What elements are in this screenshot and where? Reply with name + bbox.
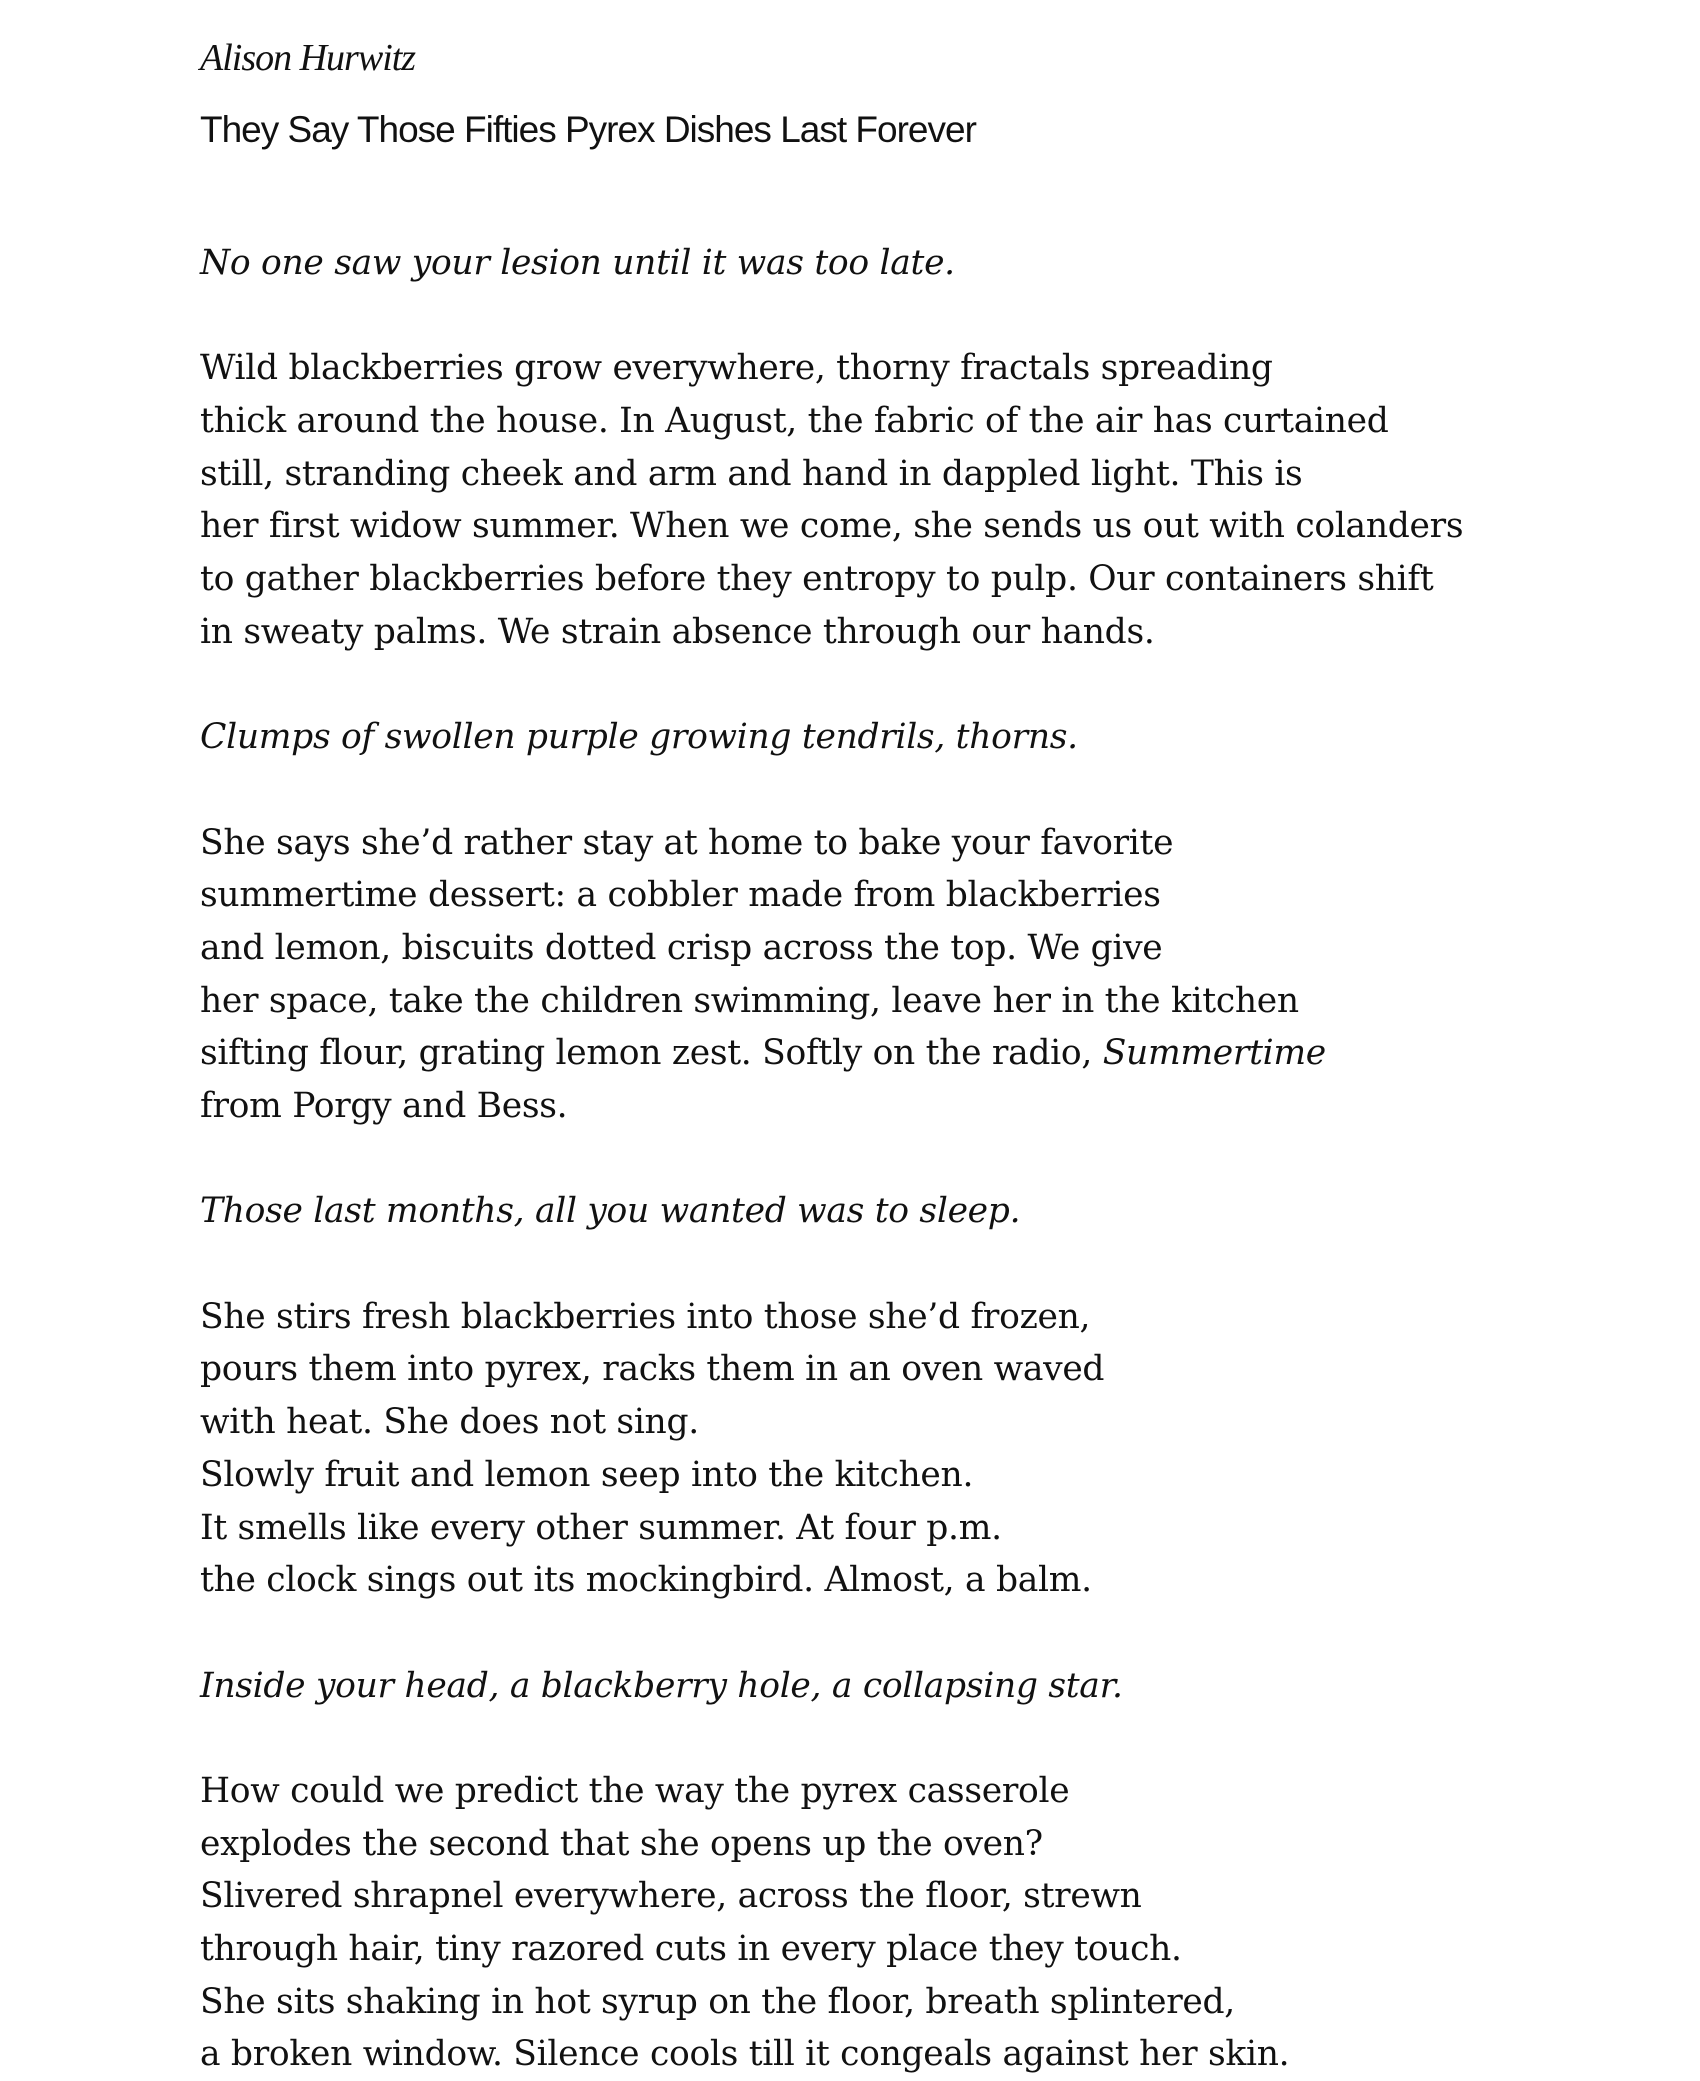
poem-line: through hair, tiny razored cuts in every place they touch. [200,1929,1182,1969]
poem-body [200,237,1463,2081]
poem-line: Slowly fruit and lemon seep into the kitchen. [200,1454,974,1495]
poem-line: still, stranding cheek and arm and hand in dappled light. This is [200,453,1303,494]
stanza-break [200,1133,1463,1186]
song-title: Summertime [1102,1033,1326,1074]
stanza-break [200,290,1463,343]
stanza-break [200,1712,1463,1765]
stanza-4 [200,1765,1463,2081]
stanza-break [200,659,1463,712]
poem-line: her first widow summer. When we come, she sends us out with colanders [200,506,1464,547]
poem-line: a broken window. Silence cools till it congeals against her skin. [200,2034,1290,2075]
poem-line: thick around the house. In August, the fabric of the air has curtained [200,401,1389,442]
stanza-break [200,1607,1463,1660]
stanza-2 [200,817,1463,1133]
refrain-line: No one saw your lesion until it was too late. [200,243,955,283]
refrain-line: Those last months, all you wanted was to sleep. [200,1191,1021,1232]
poem-line-text: sifting flour, grating lemon zest. Softly on the radio, [200,1033,1103,1074]
poem-line [200,1027,1463,1080]
poem-line: pours them into pyrex, racks them in an oven waved [200,1349,1105,1390]
poem-line: her space, take the children swimming, leave her in the kitchen [200,980,1299,1021]
poem-line: and lemon, biscuits dotted crisp across the top. We give [200,927,1163,968]
poem-line: How could we predict the way the pyrex casserole [200,1770,1070,1811]
poem-line: the clock sings out its mockingbird. Almost, a balm. [200,1560,1092,1601]
poem-line: She sits shaking in hot syrup on the floor, breath splintered, [200,1981,1235,2022]
stanza-break [200,764,1463,817]
stanza-break [200,1238,1463,1291]
refrain-line: Clumps of swollen purple growing tendrils, thorns. [200,717,1078,758]
refrain-line: Inside your head, a blackberry hole, a collapsing star. [200,1665,1123,1706]
poem-line: to gather blackberries before they entropy to pulp. Our containers shift [200,559,1434,600]
poem-title: They Say Those Fifties Pyrex Dishes Last Forever [200,109,976,150]
poem-line: summertime dessert: a cobbler made from blackberries [200,875,1161,916]
poem-line: in sweaty palms. We strain absence through our hands. [200,611,1155,652]
poem-line: explodes the second that she opens up the oven? [200,1823,1043,1864]
stanza-1 [200,342,1463,658]
poem-line: from Porgy and Bess. [200,1086,568,1126]
stanza-3 [200,1291,1463,1607]
poem-line: Wild blackberries grow everywhere, thorny fractals spreading [200,348,1273,389]
poem-line: She says she’d rather stay at home to bake your favorite [200,822,1174,863]
poem-line: She stirs fresh blackberries into those she’d frozen, [200,1296,1091,1337]
poem-line: with heat. She does not sing. [200,1402,699,1443]
author-name: Alison Hurwitz [200,37,416,79]
poem-line: Slivered shrapnel everywhere, across the floor, strewn [200,1876,1142,1917]
poem-line: It smells like every other summer. At four p.m. [200,1507,1002,1548]
